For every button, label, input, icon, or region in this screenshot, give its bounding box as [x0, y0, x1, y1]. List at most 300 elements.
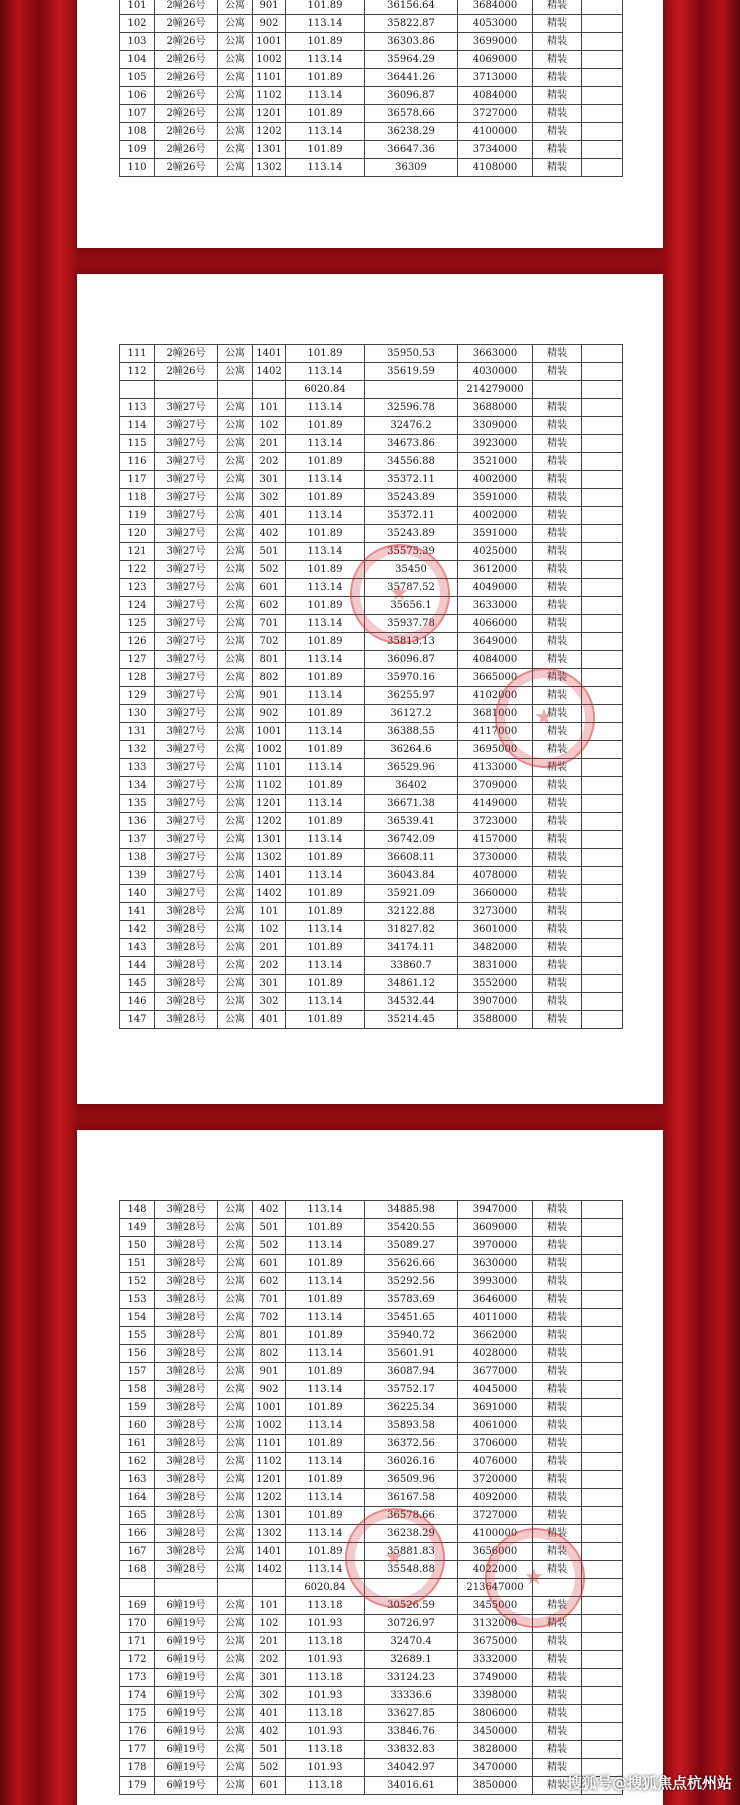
table-cell: 701 [253, 615, 286, 633]
table-cell: 公寓 [218, 669, 253, 687]
table-cell [582, 87, 623, 105]
table-cell: 公寓 [218, 507, 253, 525]
table-cell: 701 [253, 1291, 286, 1309]
table-cell: 113.14 [286, 123, 365, 141]
table-cell: 3幢27号 [155, 525, 218, 543]
table-cell: 3665000 [458, 669, 533, 687]
table-cell: 精装 [533, 1453, 582, 1471]
table-cell [582, 1597, 623, 1615]
table-cell [582, 1705, 623, 1723]
table-cell: 102 [120, 15, 155, 33]
price-table-page-2 [119, 344, 623, 1029]
table-cell: 127 [120, 651, 155, 669]
table-cell [582, 1615, 623, 1633]
table-cell: 3幢28号 [155, 1273, 218, 1291]
table-cell: 1202 [253, 123, 286, 141]
table-cell: 3幢28号 [155, 1309, 218, 1327]
table-cell: 精装 [533, 1489, 582, 1507]
table-cell: 173 [120, 1669, 155, 1687]
table-cell: 101.89 [286, 633, 365, 651]
table-cell: 101.89 [286, 417, 365, 435]
table-cell: 3幢27号 [155, 399, 218, 417]
table-cell: 3612000 [458, 561, 533, 579]
table-cell: 3993000 [458, 1273, 533, 1291]
table-cell: 公寓 [218, 741, 253, 759]
table-cell: 113.14 [286, 615, 365, 633]
table-cell: 6幢19号 [155, 1597, 218, 1615]
table-row [120, 471, 623, 489]
table-cell: 公寓 [218, 615, 253, 633]
table-cell [582, 741, 623, 759]
table-cell: 35893.58 [365, 1417, 458, 1435]
table-cell: 公寓 [218, 141, 253, 159]
table-cell: 精装 [533, 579, 582, 597]
table-cell: 精装 [533, 1669, 582, 1687]
table-cell: 精装 [533, 105, 582, 123]
table-cell: 4002000 [458, 507, 533, 525]
table-cell: 公寓 [218, 867, 253, 885]
table-cell: 精装 [533, 471, 582, 489]
table-cell: 35420.55 [365, 1219, 458, 1237]
table-cell: 1101 [253, 759, 286, 777]
table-cell: 104 [120, 51, 155, 69]
table-cell: 4102000 [458, 687, 533, 705]
table-cell: 202 [253, 957, 286, 975]
table-cell: 公寓 [218, 1201, 253, 1219]
table-cell [582, 1507, 623, 1525]
table-cell: 402 [253, 1723, 286, 1741]
table-cell: 2幢26号 [155, 363, 218, 381]
table-cell: 36225.34 [365, 1399, 458, 1417]
table-cell [365, 1579, 458, 1597]
table-cell: 1001 [253, 33, 286, 51]
table-cell: 109 [120, 141, 155, 159]
table-cell [582, 975, 623, 993]
table-cell [582, 33, 623, 51]
table-cell: 3幢27号 [155, 777, 218, 795]
table-cell: 35451.65 [365, 1309, 458, 1327]
table-cell: 3幢27号 [155, 471, 218, 489]
table-cell: 36255.97 [365, 687, 458, 705]
table-cell: 3幢27号 [155, 795, 218, 813]
table-cell: 35619.59 [365, 363, 458, 381]
table-cell: 3幢27号 [155, 633, 218, 651]
table-cell: 36388.55 [365, 723, 458, 741]
table-cell: 101.89 [286, 669, 365, 687]
table-cell [582, 849, 623, 867]
table-row [120, 141, 623, 159]
table-row [120, 651, 623, 669]
table-cell [582, 1327, 623, 1345]
table-cell: 精装 [533, 525, 582, 543]
table-cell: 202 [253, 453, 286, 471]
table-cell: 113.14 [286, 15, 365, 33]
table-cell: 精装 [533, 1471, 582, 1489]
table-cell: 公寓 [218, 687, 253, 705]
table-row [120, 849, 623, 867]
table-cell: 3723000 [458, 813, 533, 831]
table-row [120, 1543, 623, 1561]
table-cell [533, 1579, 582, 1597]
table-cell: 35575.39 [365, 543, 458, 561]
table-cell: 902 [253, 705, 286, 723]
table-row [120, 507, 623, 525]
table-cell: 110 [120, 159, 155, 177]
table-cell: 公寓 [218, 975, 253, 993]
table-row [120, 1723, 623, 1741]
table-cell: 精装 [533, 1525, 582, 1543]
table-cell: 34174.11 [365, 939, 458, 957]
table-row [120, 345, 623, 363]
table-cell [582, 1201, 623, 1219]
table-cell: 3720000 [458, 1471, 533, 1489]
table-cell: 精装 [533, 939, 582, 957]
table-cell: 公寓 [218, 777, 253, 795]
table-cell [582, 705, 623, 723]
table-cell: 101.93 [286, 1759, 365, 1777]
table-cell: 3幢27号 [155, 741, 218, 759]
table-cell: 精装 [533, 561, 582, 579]
table-cell: 3幢28号 [155, 1219, 218, 1237]
table-cell: 214279000 [458, 381, 533, 399]
table-cell: 113 [120, 399, 155, 417]
table-row [120, 1273, 623, 1291]
table-cell: 4022000 [458, 1561, 533, 1579]
table-cell: 112 [120, 363, 155, 381]
table-cell: 133 [120, 759, 155, 777]
table-cell: 精装 [533, 1273, 582, 1291]
table-cell: 101.89 [286, 69, 365, 87]
table-cell: 113.14 [286, 993, 365, 1011]
table-cell: 101 [253, 1597, 286, 1615]
table-cell: 3455000 [458, 1597, 533, 1615]
table-cell [582, 1291, 623, 1309]
table-cell: 146 [120, 993, 155, 1011]
table-cell: 152 [120, 1273, 155, 1291]
table-row [120, 903, 623, 921]
table-cell: 164 [120, 1489, 155, 1507]
table-row [120, 759, 623, 777]
table-row [120, 1327, 623, 1345]
table-cell [582, 831, 623, 849]
table-cell: 3730000 [458, 849, 533, 867]
table-cell: 公寓 [218, 1399, 253, 1417]
table-cell [582, 1669, 623, 1687]
table-cell: 公寓 [218, 885, 253, 903]
table-row [120, 1705, 623, 1723]
table-cell: 3幢28号 [155, 1327, 218, 1345]
table-cell: 36742.09 [365, 831, 458, 849]
table-cell: 4045000 [458, 1381, 533, 1399]
table-cell: 101.93 [286, 1651, 365, 1669]
table-cell: 公寓 [218, 1417, 253, 1435]
table-cell: 3706000 [458, 1435, 533, 1453]
table-cell: 3688000 [458, 399, 533, 417]
table-row [120, 1011, 623, 1029]
table-cell [582, 1381, 623, 1399]
table-cell: 公寓 [218, 471, 253, 489]
table-cell: 精装 [533, 1741, 582, 1759]
table-cell: 公寓 [218, 1633, 253, 1651]
table-cell: 35450 [365, 561, 458, 579]
table-cell: 35656.1 [365, 597, 458, 615]
table-cell: 601 [253, 1255, 286, 1273]
table-cell: 101.89 [286, 975, 365, 993]
table-cell: 179 [120, 1777, 155, 1795]
table-cell: 501 [253, 543, 286, 561]
table-cell [582, 1219, 623, 1237]
table-cell: 34042.97 [365, 1759, 458, 1777]
table-cell [582, 1687, 623, 1705]
table-cell: 901 [253, 1363, 286, 1381]
table-cell: 精装 [533, 813, 582, 831]
table-cell: 902 [253, 15, 286, 33]
table-cell: 30726.97 [365, 1615, 458, 1633]
table-cell: 3幢28号 [155, 1507, 218, 1525]
table-cell: 6幢19号 [155, 1759, 218, 1777]
table-cell: 155 [120, 1327, 155, 1345]
table-cell: 公寓 [218, 1723, 253, 1741]
table-cell: 3幢27号 [155, 669, 218, 687]
table-row [120, 561, 623, 579]
table-cell: 113.14 [286, 1201, 365, 1219]
table-cell: 4078000 [458, 867, 533, 885]
table-cell: 2幢26号 [155, 51, 218, 69]
table-cell: 170 [120, 1615, 155, 1633]
table-cell: 3450000 [458, 1723, 533, 1741]
table-cell: 113.14 [286, 507, 365, 525]
table-cell: 精装 [533, 1435, 582, 1453]
table-cell: 公寓 [218, 1219, 253, 1237]
table-row [120, 975, 623, 993]
table-cell [582, 123, 623, 141]
table-cell: 156 [120, 1345, 155, 1363]
table-cell: 101.89 [286, 1507, 365, 1525]
table-cell: 36441.26 [365, 69, 458, 87]
table-row [120, 1219, 623, 1237]
table-cell: 3273000 [458, 903, 533, 921]
table-cell [582, 777, 623, 795]
table-cell: 401 [253, 1705, 286, 1723]
table-cell: 公寓 [218, 543, 253, 561]
table-cell: 2幢26号 [155, 159, 218, 177]
table-cell: 3806000 [458, 1705, 533, 1723]
table-cell: 精装 [533, 723, 582, 741]
table-cell: 3幢27号 [155, 489, 218, 507]
table-cell: 精装 [533, 615, 582, 633]
table-cell: 501 [253, 1741, 286, 1759]
table-cell: 101.89 [286, 705, 365, 723]
table-cell: 公寓 [218, 1011, 253, 1029]
table-cell: 3幢28号 [155, 1011, 218, 1029]
table-cell: 168 [120, 1561, 155, 1579]
table-cell: 3幢27号 [155, 705, 218, 723]
table-cell: 4049000 [458, 579, 533, 597]
table-cell: 6幢19号 [155, 1741, 218, 1759]
table-cell: 精装 [533, 453, 582, 471]
table-cell: 35783.69 [365, 1291, 458, 1309]
table-cell: 35372.11 [365, 471, 458, 489]
table-cell: 1102 [253, 87, 286, 105]
table-cell: 3幢27号 [155, 885, 218, 903]
table-cell: 3831000 [458, 957, 533, 975]
table-cell: 1201 [253, 795, 286, 813]
table-cell [582, 1471, 623, 1489]
table-cell [218, 1579, 253, 1597]
table-cell: 125 [120, 615, 155, 633]
table-cell: 141 [120, 903, 155, 921]
table-cell: 3552000 [458, 975, 533, 993]
table-cell: 精装 [533, 1399, 582, 1417]
table-cell: 精装 [533, 1237, 582, 1255]
table-cell: 36608.11 [365, 849, 458, 867]
table-cell: 213647000 [458, 1579, 533, 1597]
table-row [120, 33, 623, 51]
table-cell: 801 [253, 1327, 286, 1345]
table-cell: 36402 [365, 777, 458, 795]
table-cell: 101.89 [286, 813, 365, 831]
table-cell: 精装 [533, 33, 582, 51]
table-cell: 1301 [253, 141, 286, 159]
table-cell: 154 [120, 1309, 155, 1327]
table-cell [582, 471, 623, 489]
table-row [120, 993, 623, 1011]
table-cell: 公寓 [218, 1687, 253, 1705]
table-cell: 3幢28号 [155, 939, 218, 957]
table-cell: 3幢28号 [155, 1489, 218, 1507]
table-cell: 35292.56 [365, 1273, 458, 1291]
table-cell: 101.89 [286, 1435, 365, 1453]
table-cell: 3幢28号 [155, 1381, 218, 1399]
table-cell: 精装 [533, 1615, 582, 1633]
table-cell: 精装 [533, 777, 582, 795]
table-cell: 153 [120, 1291, 155, 1309]
table-cell: 公寓 [218, 1453, 253, 1471]
table-cell: 101.89 [286, 1291, 365, 1309]
table-cell: 130 [120, 705, 155, 723]
table-cell: 113.14 [286, 435, 365, 453]
table-cell: 36167.58 [365, 1489, 458, 1507]
table-cell: 30526.59 [365, 1597, 458, 1615]
table-cell: 3幢28号 [155, 1543, 218, 1561]
table-cell: 4133000 [458, 759, 533, 777]
table-cell: 33846.76 [365, 1723, 458, 1741]
table-cell: 精装 [533, 507, 582, 525]
table-cell: 3907000 [458, 993, 533, 1011]
table-cell: 32470.4 [365, 1633, 458, 1651]
table-cell: 113.18 [286, 1741, 365, 1759]
table-cell: 精装 [533, 1543, 582, 1561]
table-row [120, 1291, 623, 1309]
table-cell [582, 1651, 623, 1669]
table-cell: 35548.88 [365, 1561, 458, 1579]
table-cell: 3幢27号 [155, 453, 218, 471]
table-cell [582, 651, 623, 669]
table-cell: 4084000 [458, 651, 533, 669]
table-cell: 107 [120, 105, 155, 123]
table-cell [582, 1489, 623, 1507]
table-cell [582, 993, 623, 1011]
table-cell: 4030000 [458, 363, 533, 381]
table-cell: 公寓 [218, 1489, 253, 1507]
table-cell: 精装 [533, 123, 582, 141]
table-cell: 101.89 [286, 141, 365, 159]
table-row [120, 87, 623, 105]
table-cell: 公寓 [218, 69, 253, 87]
table-cell: 精装 [533, 1219, 582, 1237]
table-row [120, 939, 623, 957]
table-cell: 公寓 [218, 597, 253, 615]
table-row [120, 1651, 623, 1669]
table-cell: 3132000 [458, 1615, 533, 1633]
table-cell: 162 [120, 1453, 155, 1471]
table-row [120, 1255, 623, 1273]
table-cell: 3幢28号 [155, 1471, 218, 1489]
table-cell [582, 921, 623, 939]
table-row [120, 159, 623, 177]
table-cell [582, 69, 623, 87]
table-cell: 3601000 [458, 921, 533, 939]
table-cell: 301 [253, 471, 286, 489]
table-cell: 精装 [533, 1723, 582, 1741]
table-cell: 公寓 [218, 1543, 253, 1561]
table-cell: 113.14 [286, 795, 365, 813]
table-cell: 精装 [533, 1561, 582, 1579]
table-cell: 3699000 [458, 33, 533, 51]
table-cell: 4092000 [458, 1489, 533, 1507]
table-cell: 3幢27号 [155, 435, 218, 453]
table-cell: 3幢27号 [155, 579, 218, 597]
table-row [120, 1687, 623, 1705]
table-cell [582, 381, 623, 399]
table-row [120, 1363, 623, 1381]
table-cell: 702 [253, 1309, 286, 1327]
table-cell: 34556.88 [365, 453, 458, 471]
table-cell: 精装 [533, 993, 582, 1011]
table-cell: 精装 [533, 795, 582, 813]
table-cell: 1202 [253, 813, 286, 831]
table-cell: 4011000 [458, 1309, 533, 1327]
table-cell: 145 [120, 975, 155, 993]
table-row [120, 1633, 623, 1651]
table-row [120, 579, 623, 597]
table-cell: 601 [253, 1777, 286, 1795]
table-cell: 公寓 [218, 51, 253, 69]
table-cell [582, 939, 623, 957]
table-cell: 3幢28号 [155, 975, 218, 993]
table-cell [582, 885, 623, 903]
table-cell: 精装 [533, 1759, 582, 1777]
table-cell: 精装 [533, 1633, 582, 1651]
table-cell: 167 [120, 1543, 155, 1561]
table-cell: 公寓 [218, 813, 253, 831]
table-cell: 602 [253, 1273, 286, 1291]
table-cell: 35881.83 [365, 1543, 458, 1561]
table-cell: 101.89 [286, 1363, 365, 1381]
table-cell: 144 [120, 957, 155, 975]
table-cell: 113.14 [286, 957, 365, 975]
table-cell [582, 813, 623, 831]
table-cell: 4117000 [458, 723, 533, 741]
table-cell: 3幢28号 [155, 1453, 218, 1471]
table-cell: 802 [253, 1345, 286, 1363]
table-cell: 精装 [533, 1777, 582, 1795]
table-cell [582, 399, 623, 417]
table-cell: 139 [120, 867, 155, 885]
table-cell: 精装 [533, 633, 582, 651]
table-cell: 3幢27号 [155, 831, 218, 849]
table-cell: 1302 [253, 849, 286, 867]
